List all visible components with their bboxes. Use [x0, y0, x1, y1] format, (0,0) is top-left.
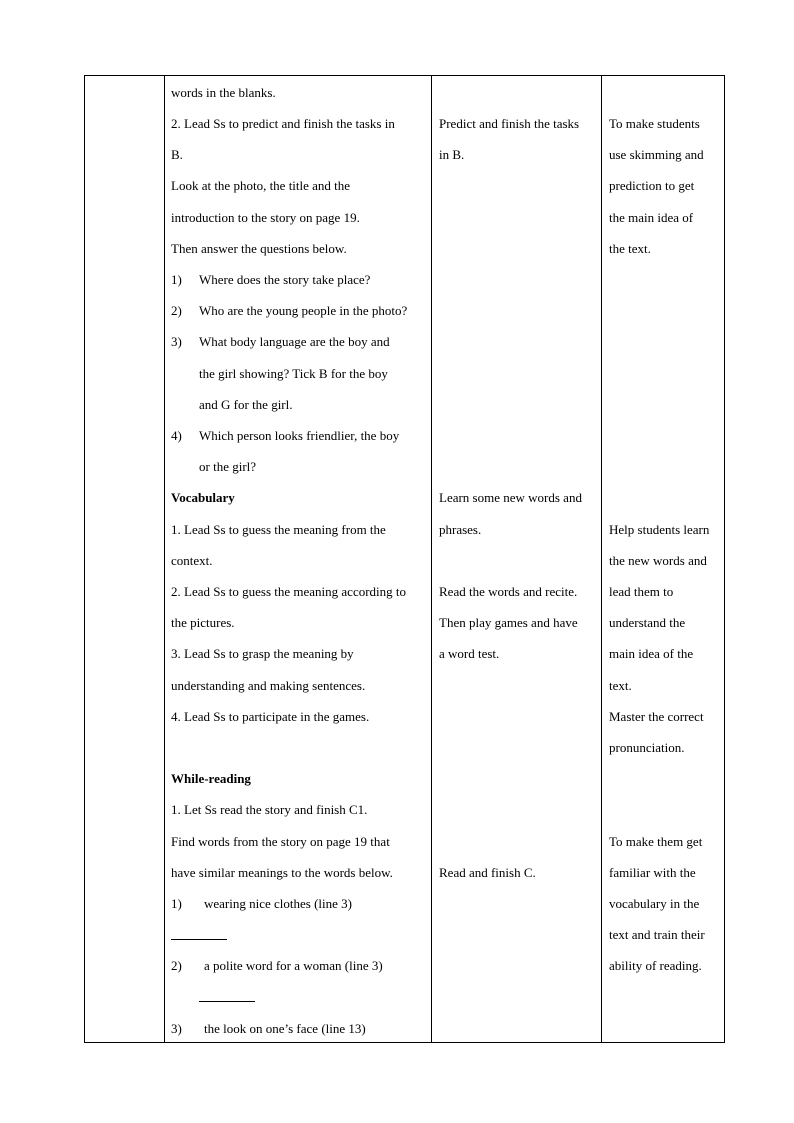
activity-line: words in the blanks.: [171, 85, 276, 100]
activity-line: understanding and making sentences.: [171, 678, 366, 693]
purpose-line: understand the: [609, 615, 686, 630]
column-divider-2: [431, 76, 432, 1042]
purpose-line: text.: [609, 678, 632, 693]
question-text-continued: and G for the girl.: [199, 397, 293, 412]
activity-line: 1. Let Ss read the story and finish C1.: [171, 802, 368, 817]
activity-line: 4. Lead Ss to participate in the games.: [171, 709, 370, 724]
answer-blank: [171, 927, 227, 944]
purpose-line: text and train their: [609, 927, 705, 942]
activity-line: 2. Lead Ss to guess the meaning according to: [171, 584, 407, 599]
question-text-continued: the girl showing? Tick B for the boy: [199, 366, 388, 381]
student-activity-line: Read the words and recite.: [439, 584, 578, 599]
purpose-line: the text.: [609, 241, 651, 256]
column-divider-3: [601, 76, 602, 1042]
question-text: Where does the story take place?: [199, 272, 371, 287]
purpose-line: familiar with the: [609, 865, 696, 880]
exercise-number: 2): [171, 958, 182, 973]
exercise-number: 3): [171, 1021, 182, 1036]
purpose-line: Help students learn: [609, 522, 710, 537]
activity-line: Then answer the questions below.: [171, 241, 347, 256]
purpose-line: lead them to: [609, 584, 674, 599]
exercise-text: a polite word for a woman (line 3): [204, 958, 383, 973]
student-activity-line: in B.: [439, 147, 465, 162]
activity-line: have similar meanings to the words below.: [171, 865, 393, 880]
question-number: 2): [171, 303, 182, 318]
activity-line: Find words from the story on page 19 that: [171, 834, 390, 849]
question-text: What body language are the boy and: [199, 334, 390, 349]
activity-line: 2. Lead Ss to predict and finish the tasks in: [171, 116, 395, 131]
student-activity-line: Learn some new words and: [439, 490, 582, 505]
purpose-line: To make students: [609, 116, 700, 131]
question-text: Which person looks friendlier, the boy: [199, 428, 400, 443]
question-text-continued: or the girl?: [199, 459, 257, 474]
purpose-line: vocabulary in the: [609, 896, 700, 911]
purpose-line: the new words and: [609, 553, 707, 568]
exercise-text: the look on one’s face (line 13): [204, 1021, 366, 1036]
activity-line: context.: [171, 553, 213, 568]
purpose-line: prediction to get: [609, 178, 695, 193]
activity-line: B.: [171, 147, 183, 162]
purpose-line: the main idea of: [609, 210, 694, 225]
purpose-line: main idea of the: [609, 646, 694, 661]
stage-cell: [85, 76, 164, 1042]
purpose-line: use skimming and: [609, 147, 704, 162]
purpose-cell: [609, 76, 723, 1042]
purpose-line: Master the correct: [609, 709, 704, 724]
student-activity-line: phrases.: [439, 522, 482, 537]
question-text: Who are the young people in the photo?: [199, 303, 408, 318]
section-heading-vocabulary: Vocabulary: [171, 490, 235, 505]
section-heading-while-reading: While-reading: [171, 771, 251, 786]
question-number: 4): [171, 428, 182, 443]
activity-line: 3. Lead Ss to grasp the meaning by: [171, 646, 354, 661]
student-activity-line: a word test.: [439, 646, 500, 661]
activity-line: 1. Lead Ss to guess the meaning from the: [171, 522, 386, 537]
student-activity-line: Then play games and have: [439, 615, 578, 630]
activity-line: introduction to the story on page 19.: [171, 210, 360, 225]
purpose-line: To make them get: [609, 834, 703, 849]
question-number: 3): [171, 334, 182, 349]
activity-line: Look at the photo, the title and the: [171, 178, 351, 193]
column-divider-1: [164, 76, 165, 1042]
answer-blank: [199, 989, 255, 1006]
exercise-number: 1): [171, 896, 182, 911]
exercise-text: wearing nice clothes (line 3): [204, 896, 352, 911]
student-activity-cell: [439, 76, 599, 1042]
purpose-line: pronunciation.: [609, 740, 685, 755]
student-activity-line: Read and finish C.: [439, 865, 536, 880]
lesson-plan-table: [84, 75, 725, 1043]
purpose-line: ability of reading.: [609, 958, 702, 973]
student-activity-line: Predict and finish the tasks: [439, 116, 580, 131]
teacher-activity-cell: [171, 76, 429, 1042]
activity-line: the pictures.: [171, 615, 235, 630]
question-number: 1): [171, 272, 182, 287]
